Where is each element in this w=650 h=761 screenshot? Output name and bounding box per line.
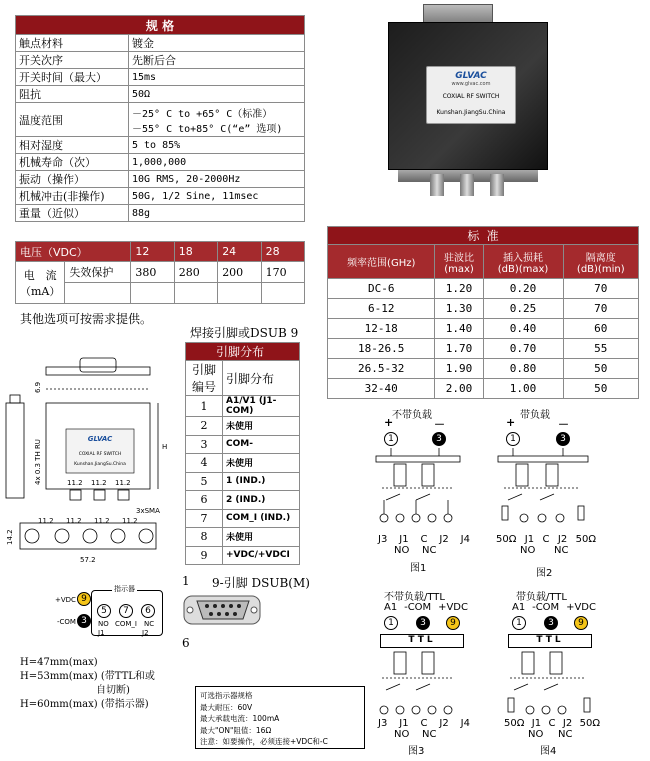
current-value: 200 bbox=[218, 262, 261, 283]
voltage-col: 24 bbox=[218, 242, 261, 262]
height-line: H=60mm(max) (带指示器) bbox=[20, 699, 149, 710]
spec-key: 振动（操作） bbox=[16, 171, 129, 188]
indicator-com: -COM bbox=[57, 618, 76, 626]
fig3-top: -COM bbox=[404, 602, 432, 613]
std-cell: 12-18 bbox=[328, 319, 435, 339]
ind-spec-line: 最大耐压：60V bbox=[200, 702, 253, 712]
spec-value: 50G, 1/2 Sine, 11msec bbox=[129, 188, 305, 205]
fig3-port: J1 bbox=[399, 718, 409, 729]
fig3-port: C bbox=[420, 718, 428, 729]
fig2-title: 带负载 bbox=[520, 410, 550, 421]
std-cell: 1.00 bbox=[483, 379, 563, 399]
spec-key: 开关次序 bbox=[16, 52, 129, 69]
fig1-port: J4 bbox=[460, 534, 470, 545]
fig1-port: J1 bbox=[399, 534, 409, 545]
indicator-pin9: 9 bbox=[77, 592, 91, 606]
fig2-port: 50Ω bbox=[575, 534, 596, 545]
std-cell: 1.30 bbox=[435, 299, 483, 319]
indicator-no: NO bbox=[98, 620, 109, 628]
fig2-nc: NC bbox=[554, 545, 569, 556]
side-view bbox=[6, 403, 24, 498]
std-header: 插入损耗 (dB)(max) bbox=[483, 245, 563, 279]
product-name: COXIAL RF SWITCH bbox=[442, 93, 500, 100]
fig3-caption: 图3 bbox=[408, 746, 425, 757]
spec-value: 15ms bbox=[129, 69, 305, 86]
dim-bottom: 11.2 bbox=[122, 517, 138, 525]
pin-func: COM_I (IND.) bbox=[223, 509, 300, 528]
indicator-pin3: 3 bbox=[77, 614, 91, 628]
current-value: 380 bbox=[131, 262, 174, 283]
spec-title: 规 格 bbox=[16, 16, 305, 35]
conn-5 bbox=[139, 529, 153, 543]
fig3-top: A1 bbox=[384, 602, 398, 613]
fig4-caption: 图4 bbox=[540, 746, 557, 757]
fig3-pin9: 9 bbox=[446, 616, 460, 630]
fig4-port: 50Ω bbox=[579, 718, 600, 729]
heights bbox=[20, 656, 155, 712]
voltage-header: 电压（VDC） bbox=[16, 242, 131, 262]
drawing-loc: Kunshan.JiangSu.China bbox=[74, 462, 126, 467]
indicator-pin6: 6 bbox=[141, 604, 155, 618]
pin-func: 未使用 bbox=[223, 454, 300, 473]
ind-spec-line: 最大承载电流：100mA bbox=[200, 714, 280, 723]
fig1-plus: + bbox=[384, 416, 394, 429]
fig3-top: +VDC bbox=[438, 602, 468, 613]
pin-func: COM- bbox=[223, 435, 300, 454]
fig2-no: NO bbox=[520, 545, 536, 556]
spec-value: 先断后合 bbox=[129, 52, 305, 69]
std-cell: 70 bbox=[563, 299, 638, 319]
height-line: 自切断) bbox=[96, 685, 130, 696]
pin-no: 9 bbox=[186, 546, 223, 565]
pin-table bbox=[185, 342, 300, 565]
std-header: 驻波比 (max) bbox=[435, 245, 483, 279]
fig4-port: J1 bbox=[531, 718, 542, 729]
dim-h: H bbox=[162, 443, 168, 451]
drawing-name: COXIAL RF SWITCH bbox=[78, 452, 122, 457]
spec-key: 机械寿命（次） bbox=[16, 154, 129, 171]
fig4-pin1: 1 bbox=[512, 616, 526, 630]
fig1-title: 不带负载 bbox=[392, 410, 432, 421]
dim-sma: 3xSMA bbox=[136, 507, 160, 515]
spec-value: 88g bbox=[129, 205, 305, 222]
ind-spec-line: 最大"ON"阻值：16Ω bbox=[200, 725, 272, 735]
fig4-top: A1 bbox=[512, 602, 526, 613]
pin-no: 8 bbox=[186, 528, 223, 547]
indicator-pin7: 7 bbox=[119, 604, 133, 618]
sma-right bbox=[118, 490, 129, 500]
dsub-connector bbox=[183, 592, 263, 628]
fig3-port: J3 bbox=[378, 718, 388, 729]
std-cell: 1.70 bbox=[435, 339, 483, 359]
std-cell: 1.90 bbox=[435, 359, 483, 379]
height-line: H=53mm(max) (带TTL和或 bbox=[20, 671, 155, 682]
std-cell: 1.40 bbox=[435, 319, 483, 339]
fig1-port: J2 bbox=[439, 534, 449, 545]
fig4-ttl: TTL bbox=[508, 634, 592, 648]
figure-4 bbox=[502, 588, 602, 758]
current-value: 170 bbox=[261, 262, 304, 283]
spec-value: 50Ω bbox=[129, 86, 305, 103]
fig1-no: NO bbox=[394, 545, 410, 556]
dim-112: 11.2 bbox=[67, 479, 83, 487]
spec-key: 触点材料 bbox=[16, 35, 129, 52]
dsub-pin6: 6 bbox=[182, 636, 190, 650]
fig3-pin3: 3 bbox=[416, 616, 430, 630]
fig4-port: 50Ω bbox=[504, 718, 525, 729]
fig4-port: J2 bbox=[562, 718, 573, 729]
pins-title: 引脚分布 bbox=[186, 343, 300, 361]
current-value: 280 bbox=[174, 262, 217, 283]
pin-no: 7 bbox=[186, 509, 223, 528]
std-cell: 60 bbox=[563, 319, 638, 339]
product-web: www.glvac.com bbox=[451, 81, 491, 87]
spec-table bbox=[15, 15, 305, 222]
spec-key: 相对湿度 bbox=[16, 137, 129, 154]
dim-142: 14.2 bbox=[6, 529, 14, 545]
spec-value: 5 to 85% bbox=[129, 137, 305, 154]
pin-func: +VDC/+VDCI bbox=[223, 546, 300, 565]
fig2-plus: + bbox=[506, 416, 516, 429]
std-cell: 50 bbox=[563, 359, 638, 379]
indicator-diagram bbox=[55, 584, 165, 640]
fig3-port: J2 bbox=[439, 718, 449, 729]
pin-no: 4 bbox=[186, 454, 223, 473]
fig2-pin1: 1 bbox=[506, 432, 520, 446]
indicator-vdc: +VDC bbox=[55, 596, 76, 604]
fig2-caption: 图2 bbox=[536, 568, 553, 579]
sma-left bbox=[70, 490, 81, 500]
pin-func: 未使用 bbox=[223, 528, 300, 547]
spec-key: 机械冲击(非操作) bbox=[16, 188, 129, 205]
fig1-nc: NC bbox=[422, 545, 437, 556]
fig1-port: J3 bbox=[378, 534, 388, 545]
fig2-port: C bbox=[542, 534, 550, 545]
indicator-j2: J2 bbox=[142, 629, 149, 637]
conn-4 bbox=[111, 529, 125, 543]
fig2-minus: － bbox=[558, 418, 569, 431]
pin-no: 1 bbox=[186, 396, 223, 417]
fig4-top: +VDC bbox=[566, 602, 596, 613]
fig4-nc: NC bbox=[558, 729, 573, 740]
spec-value: －25° C to +65° C（标准） bbox=[132, 108, 273, 120]
fig3-title: 不带负载/TTL bbox=[384, 592, 445, 603]
fig3-port: J4 bbox=[460, 718, 470, 729]
current-label: 电 流 （mA） bbox=[16, 262, 65, 304]
fig2-port: J1 bbox=[524, 534, 535, 545]
fig4-no: NO bbox=[528, 729, 544, 740]
product-loc: Kunshan.JiangSu.China bbox=[436, 109, 506, 116]
std-cell: 0.25 bbox=[483, 299, 563, 319]
voltage-col: 28 bbox=[261, 242, 304, 262]
fig2-port: 50Ω bbox=[496, 534, 517, 545]
fig4-pin9: 9 bbox=[574, 616, 588, 630]
std-cell: 70 bbox=[563, 279, 638, 299]
pin-func: A1/V1 (J1-COM) bbox=[223, 396, 300, 417]
ind-spec-line: 注意：如要操作，必须连接+VDC和-C bbox=[200, 737, 328, 746]
drawing-top-outline bbox=[46, 367, 150, 375]
fig3-nc: NC bbox=[422, 729, 437, 740]
voltage-col: 12 bbox=[131, 242, 174, 262]
pin-func: 2 (IND.) bbox=[223, 491, 300, 510]
pin-func: 未使用 bbox=[223, 417, 300, 436]
dim-112: 11.2 bbox=[115, 479, 131, 487]
std-cell: 55 bbox=[563, 339, 638, 359]
voltage-table bbox=[15, 241, 305, 304]
fig3-pin1: 1 bbox=[384, 616, 398, 630]
spec-value: 镀金 bbox=[129, 35, 305, 52]
fig1-caption: 图1 bbox=[410, 563, 427, 574]
product-brand: GLVAC bbox=[455, 71, 487, 81]
indicator-nc: NC bbox=[144, 620, 155, 628]
mechanical-drawing bbox=[0, 355, 180, 570]
indicator-title: 指示器 bbox=[114, 585, 135, 593]
indicator-j1: J1 bbox=[98, 629, 105, 637]
ind-spec-line: 可选指示器规格 bbox=[200, 691, 253, 700]
sma-mid bbox=[94, 490, 105, 500]
std-cell: 0.80 bbox=[483, 359, 563, 379]
dim-top: 4x 0.3 TH RU bbox=[34, 439, 42, 485]
product-photo bbox=[368, 4, 568, 199]
fig2-pin3: 3 bbox=[556, 432, 570, 446]
fig4-pin3: 3 bbox=[544, 616, 558, 630]
voltage-note: 其他选项可按需求提供。 bbox=[20, 312, 153, 326]
drawing-brand: GLVAC bbox=[87, 435, 113, 443]
pins-caption: 焊接引脚或DSUB 9 bbox=[190, 326, 299, 340]
spec-key: 温度范围 bbox=[16, 103, 129, 137]
std-cell: 0.40 bbox=[483, 319, 563, 339]
fig1-pin3: 3 bbox=[432, 432, 446, 446]
std-header: 频率范围(GHz) bbox=[328, 245, 435, 279]
fig4-port: C bbox=[548, 718, 556, 729]
fig1-pin1: 1 bbox=[384, 432, 398, 446]
fig2-port: J2 bbox=[557, 534, 568, 545]
pins-h2: 引脚分布 bbox=[223, 361, 300, 396]
std-cell: 0.70 bbox=[483, 339, 563, 359]
std-header: 隔离度 (dB)(min) bbox=[563, 245, 638, 279]
side-view-top bbox=[10, 395, 20, 403]
pin-func: 1 (IND.) bbox=[223, 472, 300, 491]
conn-2 bbox=[55, 529, 69, 543]
spec-key: 阻抗 bbox=[16, 86, 129, 103]
std-cell: 6-12 bbox=[328, 299, 435, 319]
conn-1 bbox=[25, 529, 39, 543]
spec-key: 重量（近似） bbox=[16, 205, 129, 222]
std-cell: 2.00 bbox=[435, 379, 483, 399]
standard-title: 标 准 bbox=[328, 227, 639, 245]
std-cell: 50 bbox=[563, 379, 638, 399]
pin-no: 3 bbox=[186, 435, 223, 454]
dsub-pin1: 1 bbox=[182, 574, 190, 588]
spec-key: 开关时间（最大） bbox=[16, 69, 129, 86]
fig1-port: C bbox=[420, 534, 428, 545]
pin-no: 2 bbox=[186, 417, 223, 436]
std-cell: 26.5-32 bbox=[328, 359, 435, 379]
figure-3 bbox=[372, 588, 472, 758]
figure-1 bbox=[372, 404, 472, 576]
fig4-top: -COM bbox=[532, 602, 560, 613]
height-line: H=47mm(max) bbox=[20, 657, 98, 668]
fig1-minus: － bbox=[434, 418, 445, 431]
dsub-label: 9-引脚 DSUB(M) bbox=[212, 576, 310, 590]
spec-value: 10G RMS, 20-2000Hz bbox=[129, 171, 305, 188]
failsafe-label: 失效保护 bbox=[65, 262, 131, 283]
pins-h1: 引脚 编号 bbox=[186, 361, 223, 396]
figure-2 bbox=[492, 404, 602, 579]
std-cell: 32-40 bbox=[328, 379, 435, 399]
standard-table bbox=[327, 226, 639, 399]
spec-value: 1,000,000 bbox=[129, 154, 305, 171]
dim-112: 11.2 bbox=[91, 479, 107, 487]
indicator-spec-box bbox=[195, 686, 365, 749]
dim-bottom: 11.2 bbox=[94, 517, 110, 525]
dim-bottom: 11.2 bbox=[66, 517, 82, 525]
std-cell: 0.20 bbox=[483, 279, 563, 299]
dim-69: 6.9 bbox=[34, 381, 42, 393]
fig3-ttl: TTL bbox=[380, 634, 464, 648]
dsub-outline bbox=[80, 358, 116, 372]
fig4-title: 带负载/TTL bbox=[516, 592, 567, 603]
dim-bottom: 11.2 bbox=[38, 517, 54, 525]
indicator-pin5: 5 bbox=[97, 604, 111, 618]
std-cell: DC-6 bbox=[328, 279, 435, 299]
fig3-no: NO bbox=[394, 729, 410, 740]
dim-572: 57.2 bbox=[80, 556, 96, 564]
pin-no: 5 bbox=[186, 472, 223, 491]
voltage-col: 18 bbox=[174, 242, 217, 262]
conn-3 bbox=[83, 529, 97, 543]
indicator-comi: COM_I bbox=[115, 620, 138, 628]
pin-no: 6 bbox=[186, 491, 223, 510]
std-cell: 1.20 bbox=[435, 279, 483, 299]
spec-value: －55° C to+85° C(“e” 选项) bbox=[132, 123, 283, 135]
std-cell: 18-26.5 bbox=[328, 339, 435, 359]
